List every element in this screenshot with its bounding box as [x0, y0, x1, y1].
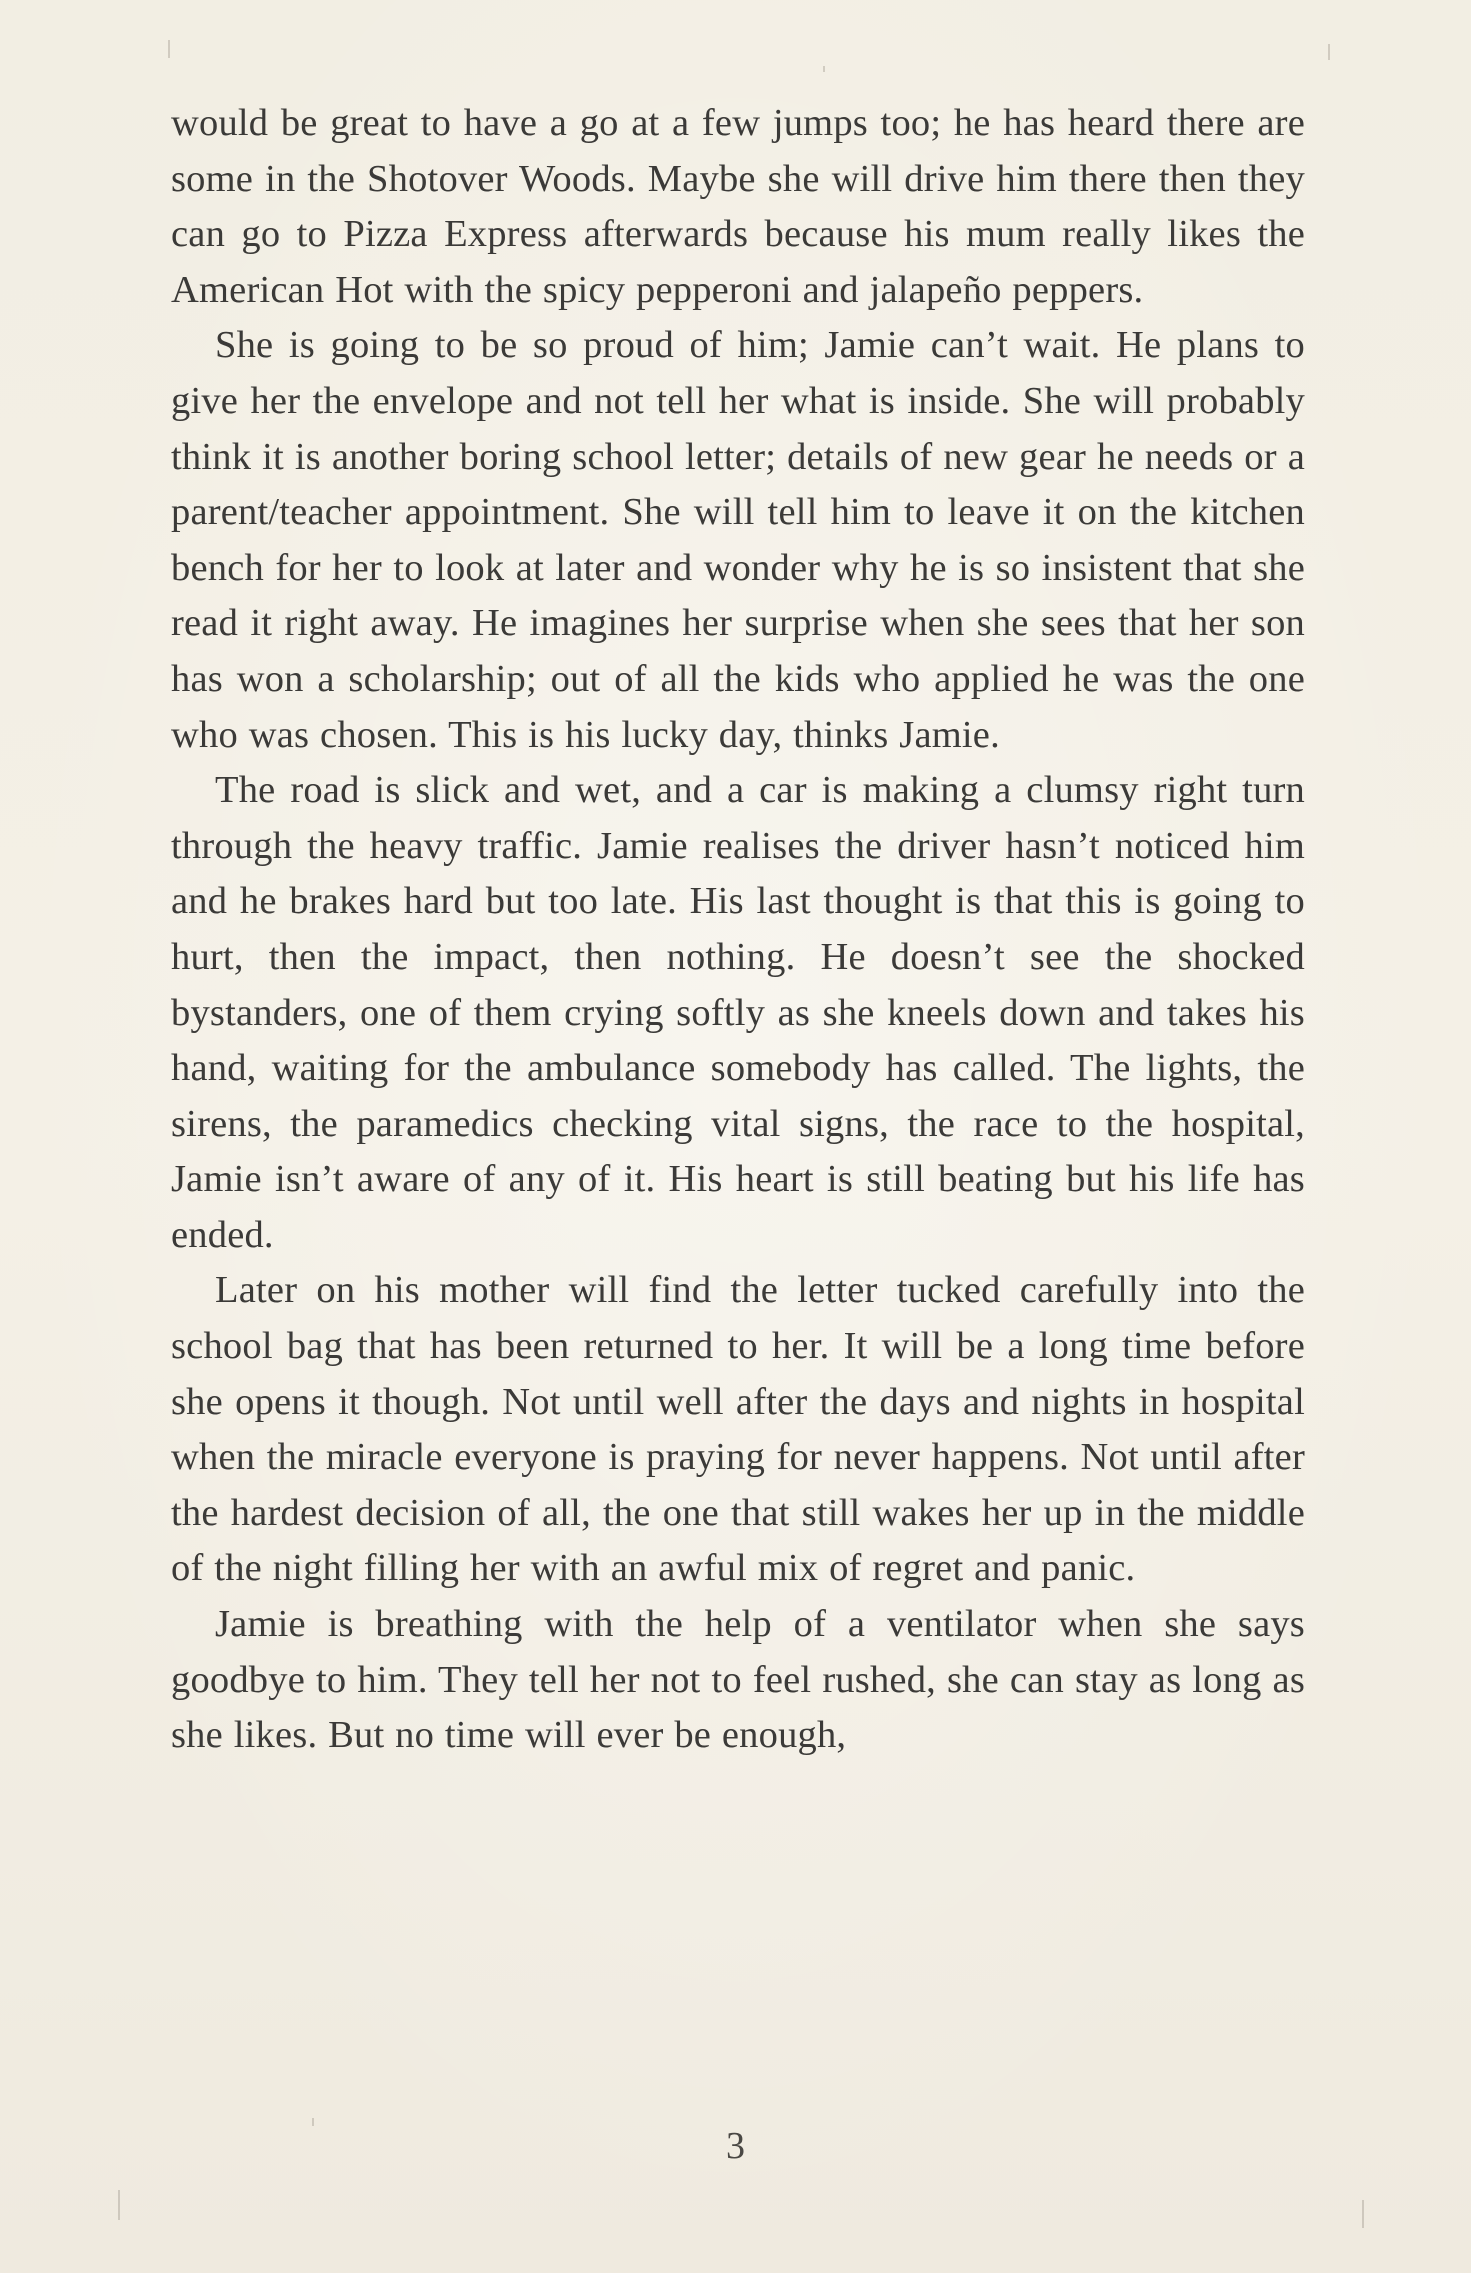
paper-speck: [1328, 44, 1330, 60]
paper-speck: [118, 2190, 120, 2220]
paragraph-3: The road is slick and wet, and a car is making a clumsy right turn through the heavy traffic. Jamie realises the driver hasn’t noticed him and he brakes hard but too late. His last thought is that this is going to hurt, then the impact, then nothing. He doesn’t see the shocked bystanders, one of them crying softly as she kneels down and takes his hand, waiting for the ambulance somebody has called. The lights, the sirens, the paramedics checking vital signs, the race to the hospital, Jamie isn’t aware of any of it. His heart is still beating but his life has ended.: [171, 769, 1305, 1256]
paragraph-1: would be great to have a go at a few jumps too; he has heard there are some in the Shotover Woods. Maybe she will drive him there then they can go to Pizza Express afterwards because his mum really likes the American Hot with the spicy pepperoni and jalapeño peppers.: [171, 102, 1305, 311]
page-number: 3: [726, 2125, 745, 2167]
paper-speck: [1362, 2200, 1364, 2228]
paper-speck: [823, 66, 825, 72]
paragraph-2: She is going to be so proud of him; Jamie can’t wait. He plans to give her the envelope and not tell her what is inside. She will probably think it is another boring school letter; details of new gear he needs or a parent/teacher appointment. She will tell him to leave it on the kitchen bench for her to look at later and wonder why he is so insistent that she read it right away. He imagines her surprise when she sees that her son has won a scholarship; out of all the kids who applied he was the one who was chosen. This is his lucky day, thinks Jamie.: [171, 324, 1305, 756]
paragraph-5: Jamie is breathing with the help of a ventilator when she says goodbye to him. They tell her not to feel rushed, she can stay as long as she likes. But no time will ever be enough,: [171, 1603, 1305, 1757]
body-text: [171, 96, 1305, 1764]
paragraph-4: Later on his mother will find the letter tucked carefully into the school bag that has been returned to her. It will be a long time before she opens it though. Not until well after the days and nights in hospital when the miracle everyone is praying for never happens. Not until after the hardest decision of all, the one that still wakes her up in the middle of the night filling her with an awful mix of regret and panic.: [171, 1269, 1305, 1590]
paper-speck: [168, 40, 170, 58]
